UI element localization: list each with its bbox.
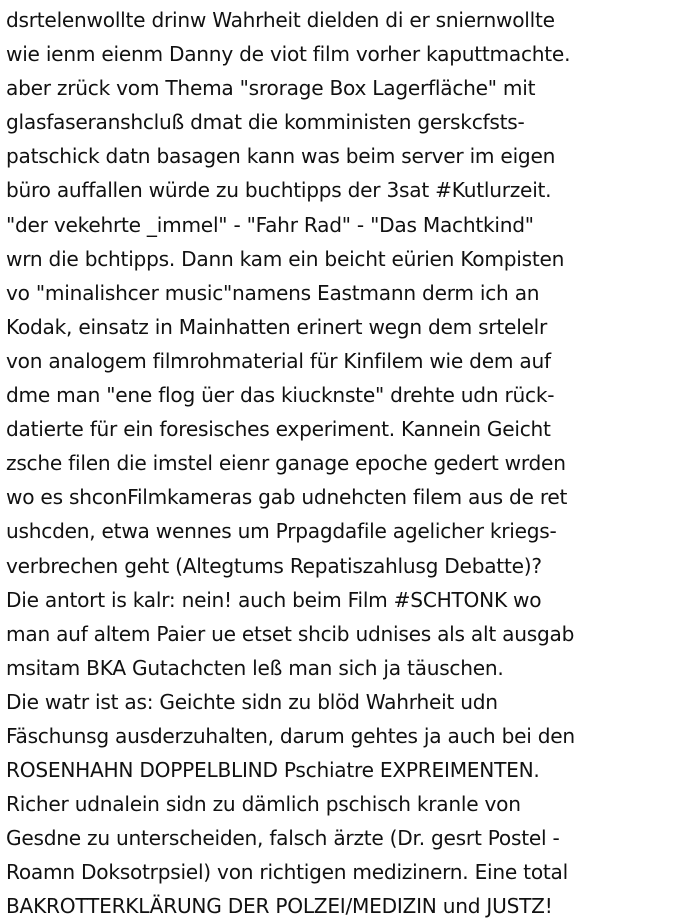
text-line-7: "der vekehrte _immel" - "Fahr Rad" - "Das Machtkind" — [6, 212, 534, 237]
text-line-1: dsrtelenwollte drinw Wahrheit dielden di er sniernwollte — [6, 8, 555, 32]
text-line-17: verbrechen geht (Altegtums Repatiszahlusg Debatte)? — [6, 553, 542, 578]
text-line-25: Gesdne zu unterscheiden, falsch ärzte (Dr. gesrt Postel - — [6, 826, 560, 851]
text-line-27: BAKROTTERKLÄRUNG DER POLZEI/MEDIZIN und JUSTZ! — [6, 894, 553, 919]
text-line-19: man auf altem Paier ue etset shcib udnises als alt ausgab — [6, 621, 575, 646]
text-line-23: ROSENHAHN DOPPELBLIND Pschiatre EXPREIMENTEN. — [6, 758, 540, 783]
text-line-18: Die antort is kalr: nein! auch beim Film #SCHTONK wo — [6, 587, 542, 612]
text-line-13: datierte für ein foresisches experiment. Kannein Geicht — [6, 417, 551, 442]
text-line-14: zsche filen die imstel eienr ganage epoche gedert wrden — [6, 451, 566, 476]
text-line-21: Die watr ist as: Geichte sidn zu blöd Wahrheit udn — [6, 689, 498, 714]
text-line-8: wrn die bchtipps. Dann kam ein beicht eürien Kompisten — [6, 246, 565, 271]
text-line-26: Roamn Doksotrpsiel) von richtigen medizinern. Eine total — [6, 860, 568, 885]
text-line-12: dme man "ene flog üer das kiucknste" drehte udn rück- — [6, 383, 555, 408]
text-line-16: ushcden, etwa wennes um Prpagdafile agelicher kriegs- — [6, 519, 557, 544]
text-line-3: aber zrück vom Thema "srorage Box Lagerfläche" mit — [6, 76, 536, 101]
text-line-4: glasfaseranshcluß dmat die komministen gerskcfsts- — [6, 110, 525, 135]
text-line-10: Kodak, einsatz in Mainhatten erinert wegn dem srtelelr — [6, 314, 548, 339]
text-line-24: Richer udnalein sidn zu dämlich pschisch kranle von — [6, 792, 521, 817]
text-line-9: vo "minalishcer music"namens Eastmann derm ich an — [6, 280, 540, 305]
text-line-11: von analogem filmrohmaterial für Kinfilem wie dem auf — [6, 348, 551, 373]
text-line-6: büro auffallen würde zu buchtipps der 3sat #Kutlurzeit. — [6, 178, 552, 203]
text-line-2: wie ienm eienm Danny de viot film vorher kaputtmachte. — [6, 42, 571, 67]
text-line-20: msitam BKA Gutachcten leß man sich ja täuschen. — [6, 655, 504, 680]
text-line-22: Fäschunsg ausderzuhalten, darum gehtes ja auch bei den — [6, 723, 575, 748]
body-text — [6, 3, 684, 924]
text-line-5: patschick datn basagen kann was beim server im eigen — [6, 144, 556, 169]
text-line-15: wo es shconFilmkameras gab udnehcten filem aus de ret — [6, 485, 568, 510]
